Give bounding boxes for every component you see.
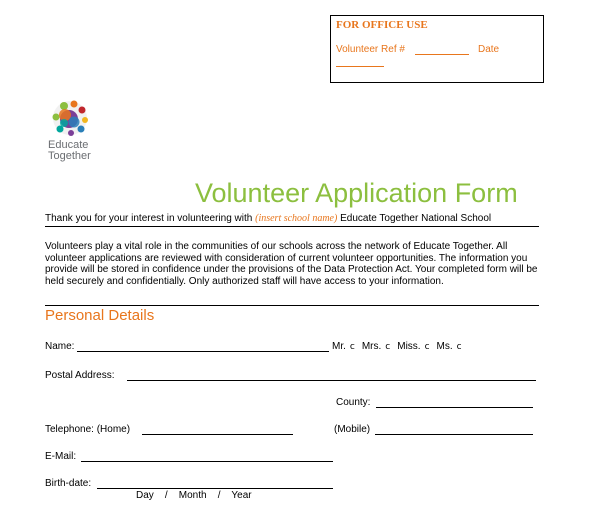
office-date-label: Date xyxy=(478,44,500,55)
divider xyxy=(45,305,539,306)
email-field[interactable] xyxy=(81,461,333,462)
office-use-title: FOR OFFICE USE xyxy=(336,19,428,31)
birth-date-label: Birth-date: xyxy=(45,478,92,489)
telephone-mobile-field[interactable] xyxy=(375,434,533,435)
telephone-home-field[interactable] xyxy=(142,434,293,435)
birth-date-field[interactable] xyxy=(97,488,333,489)
divider xyxy=(45,226,539,227)
birth-date-format-hint: Day / Month / Year xyxy=(136,490,252,501)
title-option-ms: Ms. xyxy=(436,341,453,352)
section-title-personal-details: Personal Details xyxy=(45,307,155,324)
radio-miss[interactable]: c xyxy=(424,342,430,352)
telephone-mobile-label: (Mobile) xyxy=(334,424,371,435)
email-label: E-Mail: xyxy=(45,451,77,462)
logo-word-together: Together xyxy=(48,150,91,162)
form-title: Volunteer Application Form xyxy=(195,178,518,208)
radio-mrs[interactable]: c xyxy=(385,342,391,352)
telephone-home-label: Telephone: (Home) xyxy=(45,424,131,435)
school-name-placeholder: (insert school name) xyxy=(255,213,338,224)
educate-together-logo-icon xyxy=(50,98,90,138)
postal-address-field[interactable] xyxy=(127,380,536,381)
office-date-field[interactable] xyxy=(336,66,384,67)
logo-wordmark xyxy=(48,140,91,162)
title-option-mr: Mr. xyxy=(332,341,346,352)
county-field[interactable] xyxy=(376,407,533,408)
volunteer-ref-label: Volunteer Ref # xyxy=(336,44,405,55)
title-options xyxy=(332,341,469,352)
title-option-mrs: Mrs. xyxy=(361,341,382,352)
name-label: Name: xyxy=(45,341,75,352)
postal-address-label: Postal Address: xyxy=(45,370,115,381)
thank-you-line xyxy=(45,213,491,224)
title-option-miss: Miss. xyxy=(397,341,421,352)
logo-word-educate: Educate xyxy=(48,139,89,151)
school-suffix-text: Educate Together National School xyxy=(337,213,492,224)
thank-you-text: Thank you for your interest in volunteering with xyxy=(45,213,256,224)
volunteer-ref-field[interactable] xyxy=(415,54,469,55)
radio-mr[interactable]: c xyxy=(349,342,355,352)
radio-ms[interactable]: c xyxy=(456,342,462,352)
county-label: County: xyxy=(336,397,371,408)
intro-paragraph: Volunteers play a vital role in the communities of our schools across the network of Educate Together. All volunteer applications are reviewed with consideration of current volunteer opportunities. The information you provide will be stored in confidence under the provisions of the Data Protection Act. Your completed form will be held securely and confidentially. Only authorized staff will have access to your information. xyxy=(45,241,538,287)
name-field[interactable] xyxy=(77,351,329,352)
